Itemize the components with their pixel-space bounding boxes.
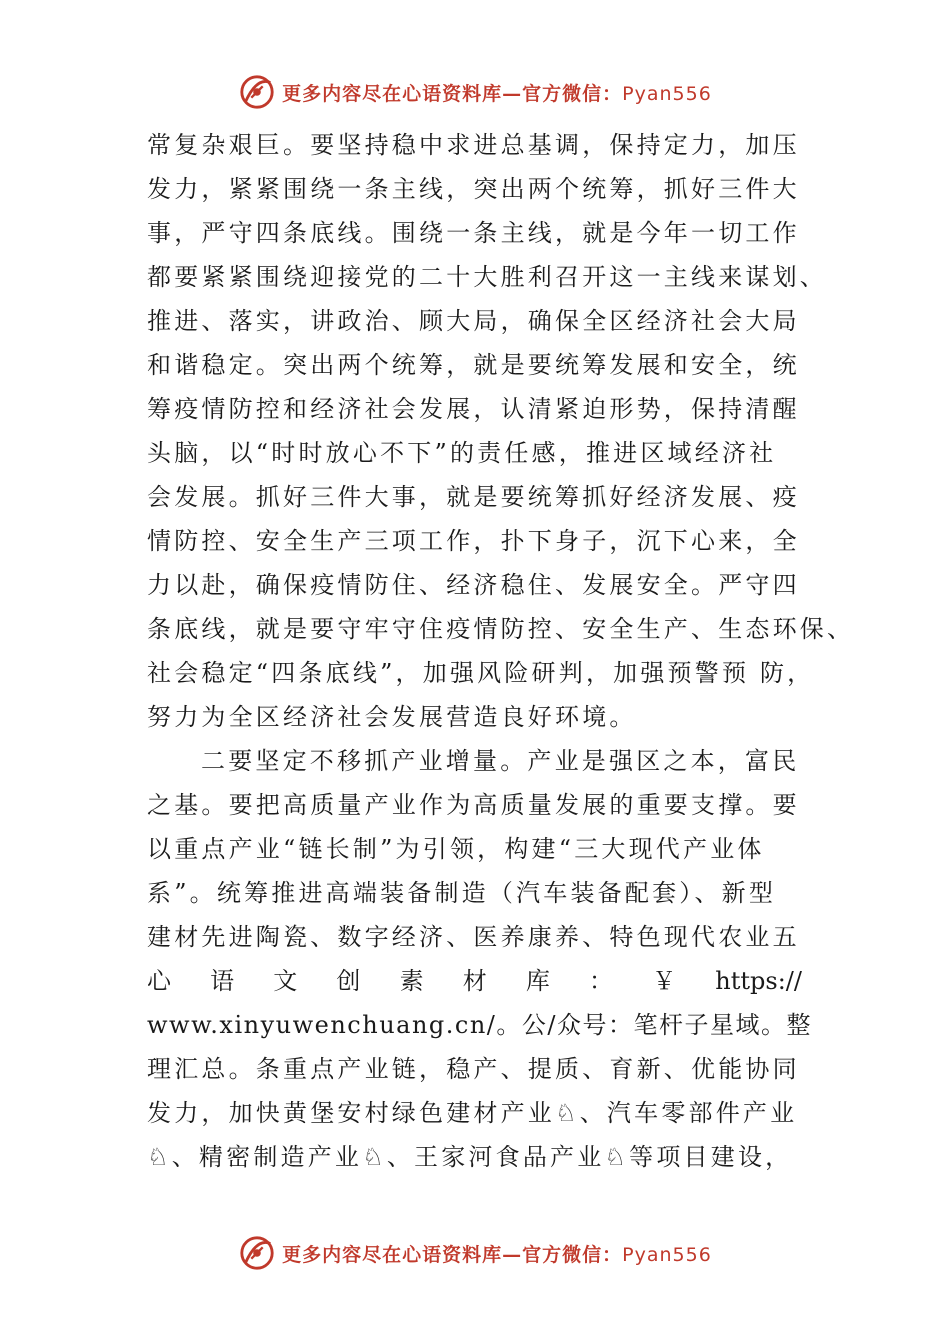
text-line: ♘、精密制造产业♘、王家河食品产业♘等项目建设， (147, 1143, 793, 1171)
spread-char: 心 (147, 967, 171, 995)
text-line: 社会稳定“四条底线”，加强风险研判，加强预警预 防， (147, 659, 815, 687)
footer-wechat-id: Pyan556 (622, 1243, 712, 1266)
text-line: 二要坚定不移抓产业增量。产业是强区之本，富民 (201, 747, 800, 775)
text-line: 努力为全区经济社会发展营造良好环境。 (147, 703, 637, 731)
spread-char: 库 (525, 967, 550, 995)
text-line: 都要紧紧围绕迎接党的二十大胜利召开这一主线来谋划、 (147, 263, 827, 291)
text-line: 推进、落实，讲政治、顾大局，确保全区经济社会大局 (147, 307, 800, 335)
text-line: 理汇总。条重点产业链，稳产、提质、育新、优能协同 (147, 1055, 800, 1083)
text-line: 力以赴，确保疫情防住、经济稳住、发展安全。严守四 (147, 571, 800, 599)
header-banner-text: 更多内容尽在心语资料库—官方微信：Pyan556 (282, 82, 712, 105)
text-line: 发力，加快黄堡安村绿色建材产业♘、汽车零部件产业 (147, 1099, 798, 1127)
text-line: 会发展。抓好三件大事，就是要统筹抓好经济发展、疫 (147, 483, 800, 511)
text-line: 事，严守四条底线。围绕一条主线，就是今年一切工作 (147, 219, 800, 247)
text-line: 筹疫情防控和经济社会发展，认清紧迫形势，保持清醒 (147, 395, 800, 423)
text-line: 情防控、安全生产三项工作，扑下身子，沉下心来，全 (147, 527, 800, 555)
text-line: 条底线，就是要守牢守住疫情防控、安全生产、生态环保、 (147, 615, 855, 643)
spread-text-line (147, 959, 802, 1003)
logo-icon (238, 73, 276, 111)
spread-char: 语 (210, 967, 235, 995)
header-wechat-id: Pyan556 (622, 82, 712, 105)
text-line: 头脑，以“时时放心不下”的责任感，推进区域经济社 (147, 439, 777, 467)
document-body (147, 123, 855, 1179)
spread-char: ： (588, 967, 613, 995)
text-line: 和谐稳定。突出两个统筹，就是要统筹发展和安全，统 (147, 351, 800, 379)
text-line: 发力，紧紧围绕一条主线，突出两个统筹，抓好三件大 (147, 175, 800, 203)
spread-url: https:// (715, 967, 802, 995)
text-line: 建材先进陶瓷、数字经济、医养康养、特色现代农业五 (147, 923, 800, 951)
footer-banner (0, 1231, 950, 1275)
text-line: 系”。统筹推进高端装备制造（汽车装备配套）、新型 (147, 879, 777, 907)
spread-char: 文 (273, 967, 298, 995)
spread-char: ￥ (652, 967, 677, 995)
header-banner (0, 70, 950, 114)
text-line: 之基。要把高质量产业作为高质量发展的重要支撑。要 (147, 791, 800, 819)
text-line: 常复杂艰巨。要坚持稳中求进总基调，保持定力，加压 (147, 131, 800, 159)
footer-banner-text: 更多内容尽在心语资料库—官方微信：Pyan556 (282, 1243, 712, 1266)
spread-char: 材 (462, 967, 487, 995)
text-line: 以重点产业“链长制”为引领，构建“三大现代产业体 (147, 835, 765, 863)
spread-char: 素 (399, 967, 424, 995)
text-line: www.xinyuwenchuang.cn/。公/众号：笔杆子星域。整 (147, 1011, 812, 1039)
logo-icon (238, 1234, 276, 1272)
spread-char: 创 (336, 967, 361, 995)
